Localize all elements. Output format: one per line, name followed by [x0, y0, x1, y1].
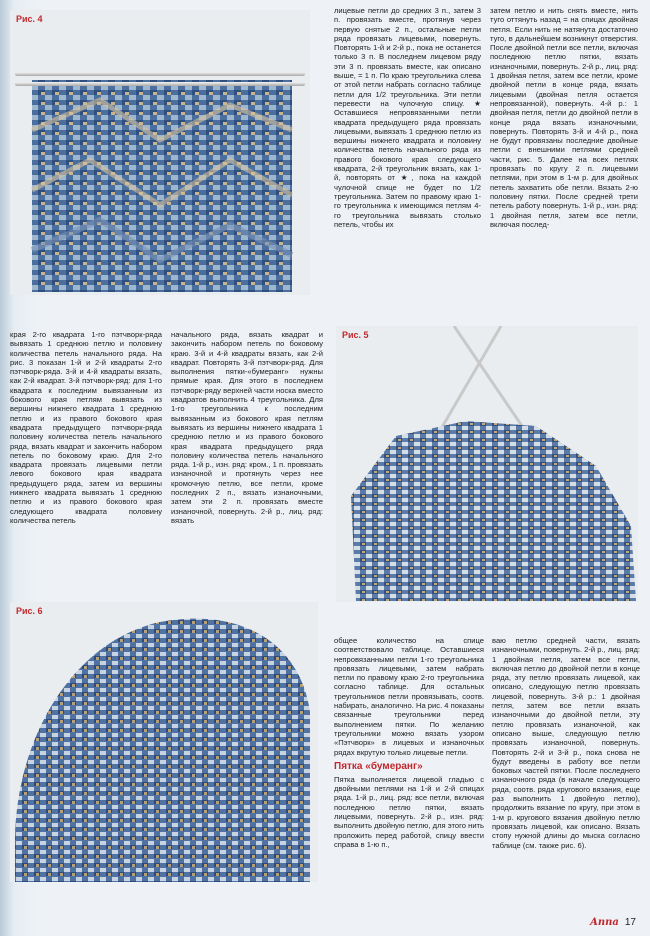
figure-5	[336, 326, 638, 602]
text-column-bottom-2	[492, 636, 640, 898]
figure-4	[10, 10, 310, 295]
paragraph: Пятка выполняется лицевой гладью с двойными петлями на 1-й и 2-й спицах ряда. 1-й р., лиц. ряд: все петли, включая последнюю петлю пятки, вязать лицевыми, повернуть. 2-й р., изн. ряд: выполнить двойную петлю, для этого нить проложить перед работой, спицу ввести справа в 1-ю п.,	[334, 774, 484, 849]
paragraph: края 2-го квадрата 1-го пэтчворк-ряда вывязать 1 среднюю петлю и половину количества петель начального ряда. На рис. 3 показан 1-й и 2-й квадраты 2-го пэтчворк-ряда. 3-й и 4-й квадраты вязать, как 2-й квадрат. 3-й пэтчворк-ряд: для 1-го квадрата к последним вывязанным из бокового края петлям вывязать из вершины нижнего квадрата 1 среднюю петлю и из правого бокового края квадрата предыдущего пэтчворк-ряда половину количества петель начального ряда, вязать квадрат и закончить набором петель по боковому краю. Для 2-го квадрата провязать лицевыми петли левого бокового края квадрата предыдущего ряда, затем из вершины нижнего квадрата вывязать 1 среднюю петлю и из правого бокового края следующего квадрата половину количества петель	[10, 330, 162, 525]
section-title: Пятка «бумеранг»	[334, 760, 423, 772]
knitting-needle	[15, 82, 305, 86]
magazine-brand: Anna	[590, 917, 619, 928]
text-column-bottom-1	[334, 636, 484, 926]
text-column-mid-2	[171, 330, 323, 600]
text-column-top-1	[334, 6, 481, 296]
paragraph: общее количество на спице соответствовало таблице. Оставшиеся непровязанными петли 1-го треугольника провязать лицевыми, затем набрать петли по правому краю 2-го треугольника согласно таблице. Для остальных треугольников петли провязывать, соотв. набирать, аналогично. На рис. 4 показаны связанные треугольники перед выполнением пятки. По желанию треугольники можно вязать узором «Пэтчворк» в лицевых и изнаночных рядах вкрутую только лицевые петли.	[334, 636, 484, 757]
page-footer	[590, 917, 636, 928]
figure-6	[10, 602, 318, 882]
page-number: 17	[624, 917, 636, 928]
text-column-mid-1	[10, 330, 162, 600]
paragraph: начального ряда, вязать квадрат и закончить набором петель по боковому краю. 3-й и 4-й квадраты вязать, как 2-й квадрат. Повторять 3-й пэтчворк-ряд. Для выполнения пятки-«бумеранг» нужны прямые края. Для этого в последнем пэтчворк-ряду верхней части носка вместо квадратов выполнить 4 треугольника. Для 1-го треугольника к последним вывязанным из бокового края петлям вывязать из вершины нижнего квадрата 1 среднюю петлю и из правого бокового края квадрата предыдущего ряда половину количества петель начального ряда. 1-й р., изн. ряд: кром., 1 п. провязать изнаночной и протянуть через нее кромочную петлю, все петли, кроме последних 2 п., вязать изнаночными, затем эти 2 п. провязать вместе изнаночной, повернуть. 2-й р., лиц. ряд: вязать	[171, 330, 323, 525]
heel-knitting-photo	[336, 326, 638, 602]
paragraph: лицевые петли до средних 3 п., затем 3 п. провязать вместе, протянув через первую снятые 2 п., остальные петли ряда провязать лицевыми, повернуть. Повторять 1-й и 2-й р., пока не останется только 3 п. В последнем лицевом ряду эти 3 п. провязать вместе, как описано выше, = 1 п. По краю треугольника слева от этой петли набрать согласно таблице петли для 1/2 треугольника. Эти петли перевести на чулочную спицу. ★ Оставшиеся непровязанными петли квадрата предыдущего ряда провязать лицевыми, вывязать 1 среднюю петлю из вершины нижнего квадрата и половину количества петель начального ряда из правого бокового края следующего квадрата, 2-й треугольник вязать, как 1-й, повторять от ★, пока на каждой чулочной спице не будет по 1/2 треугольника. Затем по правому краю 1-го треугольника к имеющимся петлям 4-го треугольника вывязать столько петель, чтобы их	[334, 6, 481, 229]
knitting-needle	[15, 72, 305, 76]
text-column-top-2	[490, 6, 638, 296]
figure-6-label: Рис. 6	[16, 606, 43, 616]
knitted-fabric-photo	[10, 10, 310, 295]
figure-5-label: Рис. 5	[342, 330, 369, 340]
figure-4-label: Рис. 4	[16, 14, 43, 24]
sock-heel-photo	[10, 602, 318, 882]
paragraph: затем петлю и нить снять вместе, нить туго оттянуть назад = на спицах двойная петля. Если нить не натянута достаточно туго, в дальнейшем возникнут отверстия. После двойной петли все петли, включая последнюю петлю пятки, вязать изнаночными, повернуть. 2-й р., лиц. ряд: 1 двойная петля, затем все петли, кроме двойной петли в конце ряда, вязать лицевыми (двойная петля остается непровязанной), повернуть. 4-й р.: 1 двойная петля, петли до двойной петли в конце ряда вязать изнаночными, повернуть. Повторять 3-й и 4-й р., пока не будут провязаны последние двойные петли с внешними петлями средней части, рис. 5. Далее на всех петлях провязать по кругу 2 п. лицевыми петлями, при этом в 1-м р. для двойных петель захватить обе петли. Вязать 2-ю половину пятки. После средней трети петель работу повернуть. 1-й р., изн. ряд: 1 двойная петля, затем все петли, включая послед-	[490, 6, 638, 229]
paragraph: ваю петлю средней части, вязать изнаночными, повернуть. 2-й р., лиц. ряд: 1 двойная петля, затем все петли, включая петлю до двойной петли в конце ряда, эту петлю провязать лицевой, как описано, следующую петлю провязать лицевой, повернуть. 3-й р.: 1 двойная петля, затем все петли вязать изнаночными до двойной петли, эту петлю провязать изнаночной, как описано выше, следующую петлю провязать изнаночной, повернуть. Повторять 2-й и 3-й р., пока снова не будут введены в работу все петли боковых частей пятки. После последнего изнаночного ряда (в начале следующего ряда, соотв. ряда кругового вязания, еще раз выполнить 1 двойную петлю), продолжить вязание по кругу, при этом в 1-м р. кругового вязания двойную петлю провязать лицевой, как описано. Вязать стопу нужной длины до мыска согласно таблице (см. также рис. 6).	[492, 636, 640, 850]
